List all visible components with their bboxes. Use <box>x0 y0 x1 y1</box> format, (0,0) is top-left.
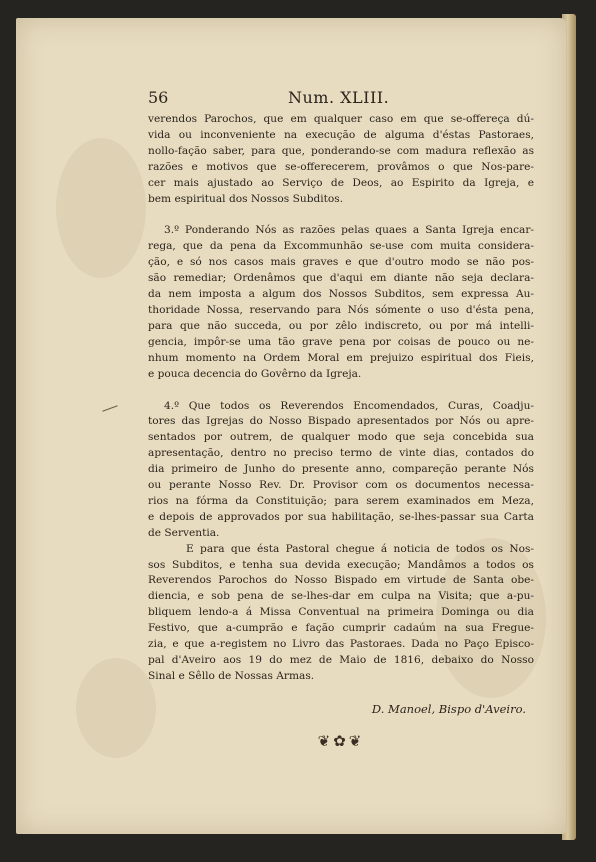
signature: D. Manoel, Bispo d'Aveiro. <box>371 701 526 716</box>
page-number: 56 <box>148 88 169 107</box>
paper-stain <box>56 138 146 278</box>
text-line: zia, e que a-registem no Livro das Pastoraes. Dada no Paço Episco- <box>148 638 534 651</box>
text-line: E para que ésta Pastoral chegue á noticia de todos os Nos- <box>186 542 534 555</box>
text-line: cer mais ajustado ao Serviço de Deos, ao Espirito da Igreja, e <box>148 176 534 189</box>
paragraph-continuation <box>148 112 534 207</box>
text-line: sentados por outrem, de qualquer modo que seja concebida sua <box>148 431 534 444</box>
text-line: tores das Igrejas do Nosso Bispado apresentados por Nós ou apre- <box>148 415 534 428</box>
text-line: bem espiritual dos Nossos Subditos. <box>148 192 344 205</box>
text-line: de Serventia. <box>148 526 220 539</box>
text-line: nhum momento na Ordem Moral em prejuizo espiritual dos Fieis, <box>148 351 534 364</box>
text-line: 3.º Ponderando Nós as razões pelas quaes a Santa Igreja encar- <box>164 224 534 237</box>
text-line: nollo-fação saber, para que, ponderando-se com madura reflexão as <box>148 144 534 157</box>
text-line: e pouca decencia do Govêrno da Igreja. <box>148 367 362 380</box>
text-line: rega, que da pena da Excommunhão se-use com muita considera- <box>148 240 534 253</box>
page-content <box>148 88 534 750</box>
text-line: verendos Parochos, que em qualquer caso em que se-offereça dú- <box>148 113 534 125</box>
text-line: sos Subditos, e tenha sua devida execução; Mandâmos a todos os <box>148 558 534 571</box>
text-line: Sinal e Sêllo de Nossas Armas. <box>148 669 315 682</box>
text-line: diencia, e sob pena de se-lhes-dar em culpa na Visita; que a-pu- <box>148 590 534 603</box>
text-line: vida ou inconveniente na execução de alguma d'éstas Pastoraes, <box>148 128 534 141</box>
text-line: thoridade Nossa, reservando para Nós sómente o uso d'ésta pena, <box>148 303 534 316</box>
text-line: dia primeiro de Junho do presente anno, compareção perante Nós <box>148 463 534 476</box>
text-line: 4.º Que todos os Reverendos Encomendados, Curas, Coadju- <box>164 399 534 412</box>
text-line: bliquem lendo-a á Missa Conventual na primeira Dominga ou dia <box>148 606 534 619</box>
text-line: apresentação, dentro no preciso termo de vinte dias, contados do <box>148 447 534 460</box>
text-line: ou perante Nosso Rev. Dr. Provisor com os documentos necessa- <box>148 479 534 492</box>
fleuron-ornament-icon: ❦✿❦ <box>317 731 365 750</box>
text-line: Festivo, que a-cumprão e fação cumprir cadaúm na sua Fregue- <box>148 622 534 635</box>
running-title: Num. XLIII. <box>288 88 390 107</box>
text-line: Reverendos Parochos do Nosso Bispado em virtude de Santa obe- <box>148 574 534 587</box>
text-line: pal d'Aveiro aos 19 do mez de Maio de 1816, debaixo do Nosso <box>148 654 534 666</box>
text-line: gencia, impôr-se uma tão grave pena por coisas de pouco ou ne- <box>148 335 534 348</box>
text-line: ção, e só nos casos mais graves e que d'outro modo se não pos- <box>148 256 534 269</box>
text-line: para que não succeda, ou por zêlo indiscreto, ou por má intelli- <box>148 319 534 332</box>
text-line: são remediar; Ordenâmos que d'aqui em diante não seja declara- <box>148 272 534 285</box>
text-line: da nem imposta a algum dos Nossos Subditos, sem expressa Au- <box>148 288 534 301</box>
text-line: razões e motivos que se-offerecerem, provâmos o que Nos-pare- <box>148 160 534 173</box>
paper-stain <box>76 658 156 758</box>
paragraph-conclusion <box>148 542 534 685</box>
text-line: e depois de approvados por sua habilitação, se-lhes-passar sua Carta <box>148 510 534 523</box>
paragraph-article-3 <box>148 223 534 382</box>
paragraph-article-4 <box>148 399 534 542</box>
page-header <box>148 88 534 112</box>
text-line: rios na fórma da Constituição; para serem examinados em Meza, <box>148 494 534 507</box>
